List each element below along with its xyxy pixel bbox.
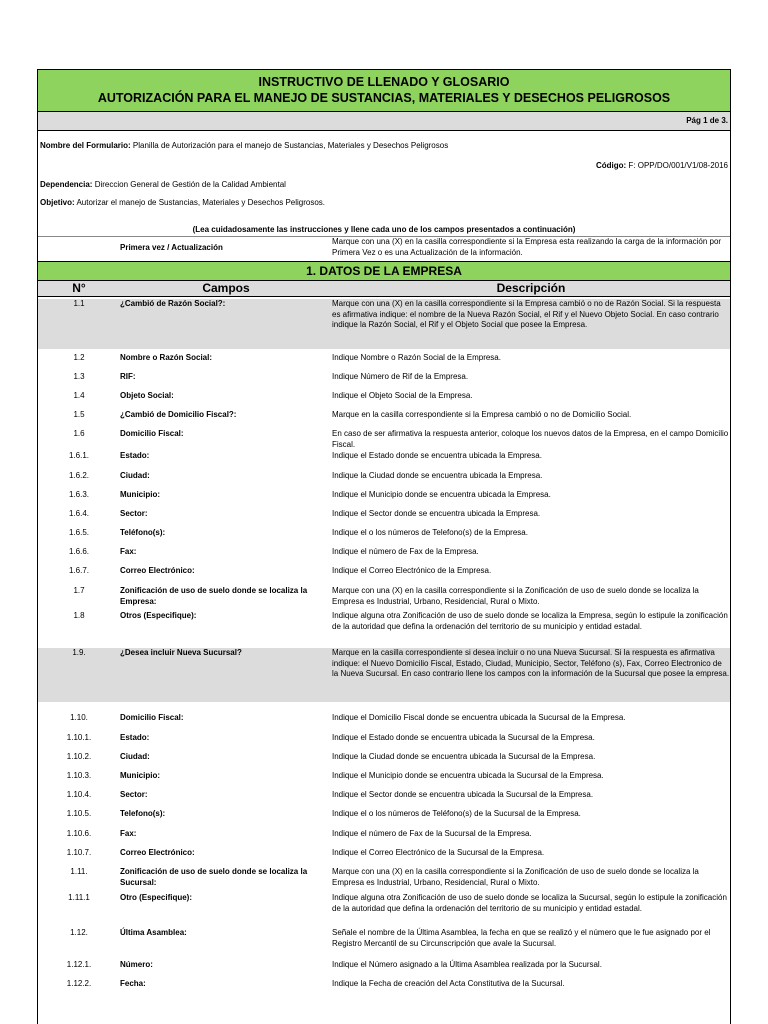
row-campo: Estado: [120,451,150,460]
row-number: 1.6.4. [68,509,89,518]
row-campo: ¿Cambió de Domicilio Fiscal?: [120,410,237,419]
table-row [38,809,730,828]
table-row [38,648,730,702]
table-row [38,848,730,867]
row-descripcion: Indique Nombre o Razón Social de la Empresa. [332,353,501,362]
row-number: 1.5 [73,410,85,419]
row-descripcion: Indique el Sector donde se encuentra ubicada la Sucursal de la Empresa. [332,790,594,799]
row-campo: Domicilio Fiscal: [120,713,184,722]
table-row [38,547,730,566]
row-descripcion: Indique el o los números de Teléfono(s) de la Sucursal de la Empresa. [332,809,581,818]
row-campo: Objeto Social: [120,391,174,400]
row-descripcion: Indique el Municipio donde se encuentra ubicada la Sucursal de la Empresa. [332,771,604,780]
table-row [38,893,730,926]
row-descripcion: Marque en la casilla correspondiente si la Empresa cambió o no de Domicilio Social. [332,410,632,419]
table-row [38,299,730,349]
table-row [38,752,730,771]
row-number: 1.3 [73,372,85,381]
table-row [38,451,730,470]
row-descripcion: Indique el número de Fax de la Empresa. [332,547,479,556]
row-descripcion: Indique el número de Fax de la Sucursal de la Empresa. [332,829,532,838]
primera-vez-row [38,236,730,261]
form-code [596,161,728,170]
row-number: 1.9. [72,648,86,657]
row-campo: Nombre o Razón Social: [120,353,213,362]
col-header-descripcion: Descripción [496,281,566,295]
dependencia-value: Direccion General de Gestión de la Calidad Ambiental [94,180,286,189]
row-number: 1.10.4. [66,790,92,799]
row-number: 1.6.6. [68,547,89,556]
section-title: 1. DATOS DE LA EMPRESA [38,261,730,281]
instructivo-sheet [37,69,731,1024]
row-campo: Última Asamblea: [120,928,187,937]
row-descripcion: Indique el Correo Electrónico de la Sucursal de la Empresa. [332,848,545,857]
row-descripcion: Indique la Ciudad donde se encuentra ubicada la Sucursal de la Empresa. [332,752,596,761]
table-header [38,281,730,297]
row-descripcion: Indique alguna otra Zonificación de uso de suelo donde se localiza la Sucursal, según lo estipule la zonificación de la autoridad que defina la ordenación del territorio de su municipio y entidad estadal. [332,893,727,913]
row-descripcion: Indique el Objeto Social de la Empresa. [332,391,473,400]
objetivo [40,198,325,207]
page-number: Pág 1 de 3. [38,112,730,131]
row-campo: Número: [120,960,153,969]
form-code-value: F: OPP/DO/001/V1/08-2016 [628,161,728,170]
row-descripcion: Marque con una (X) en la casilla correspondiente si la Zonificación de uso de suelo donde se localiza la Empresa es Industrial, Urbano, Residencial, Rural o Mixto. [332,586,699,606]
table-row [38,410,730,429]
row-number: 1.11. [70,867,88,876]
row-number: 1.10.6. [66,829,92,838]
row-campo: Fax: [120,829,137,838]
row-number: 1.2 [73,353,85,362]
row-campo: Telefono(s): [120,809,166,818]
row-number: 1.11.1 [68,893,90,902]
row-campo: Municipio: [120,490,160,499]
row-descripcion: Indique el Domicilio Fiscal donde se encuentra ubicada la Sucursal de la Empresa. [332,713,626,722]
row-descripcion: Marque en la casilla correspondiente si desea incluir o no una Nueva Sucursal. Si la respuesta es afirmativa indique: el Nuevo Domicilio Fiscal, Estado, Ciudad, Municipio, Sector, Teléfono (s), Fax, Correo Electronico de la Nueva Sucursal. En caso contrario llene los campos con la información de la Sucursal que posee la empresa. [332,648,730,678]
table-row [38,713,730,732]
table-row [38,528,730,547]
row-number: 1.8 [73,611,85,620]
form-name-value: Planilla de Autorización para el manejo de Sustancias, Materiales y Desechos Peligrosos [132,141,449,150]
row-number: 1.6.3. [68,490,89,499]
form-name [40,141,448,150]
row-campo: Otros (Especifique): [120,611,197,620]
row-number: 1.6 [73,429,85,438]
table-row [38,771,730,790]
row-descripcion: Indique alguna otra Zonificación de uso de suelo donde se localiza la Empresa, según lo estipule la zonificación de la autoridad que defina la ordenación del territorio de su municipio y entidad estadal. [332,611,728,631]
row-campo: Correo Electrónico: [120,848,195,857]
row-number: 1.12.1. [66,960,92,969]
row-number: 1.10. [70,713,88,722]
table-row [38,391,730,410]
row-number: 1.12. [70,928,88,937]
row-campo: Otro (Especifique): [120,893,193,902]
row-descripcion: Indique el Correo Electrónico de la Empresa. [332,566,492,575]
table-row [38,928,730,958]
row-campo: Fecha: [120,979,146,988]
row-descripcion: Indique la Ciudad donde se encuentra ubicada la Empresa. [332,471,543,480]
table-row [38,372,730,391]
row-campo: Teléfono(s): [120,528,166,537]
row-number: 1.7 [73,586,85,595]
table-row [38,353,730,372]
row-number: 1.10.5. [66,809,92,818]
col-header-campos: Campos [202,281,250,295]
primera-vez-campo: Primera vez / Actualización [120,243,223,252]
row-campo: Municipio: [120,771,160,780]
row-campo: RIF: [120,372,136,381]
row-number: 1.1 [73,299,85,308]
form-metadata [38,131,730,223]
row-number: 1.10.3. [66,771,92,780]
col-header-n: N° [72,281,86,295]
row-descripcion: Indique el Número asignado a la Última Asamblea realizada por la Sucursal. [332,960,602,969]
primera-vez-desc: Marque con una (X) en la casilla correspondiente si la Empresa esta realizando la carga de la información por Primera Vez o es una Actualización de la información. [332,237,722,257]
instruction-note: (Lea cuidadosamente las instrucciones y llene cada uno de los campos presentados a continuación) [192,225,576,234]
table-row [38,471,730,490]
row-number: 1.6.7. [68,566,89,575]
row-campo: Sector: [120,790,148,799]
title-line-2: AUTORIZACIÓN PARA EL MANEJO DE SUSTANCIAS, MATERIALES Y DESECHOS PELIGROSOS [97,91,671,105]
dependencia [40,180,286,189]
table-row [38,733,730,752]
form-code-label: Código: [595,161,627,170]
table-row [38,586,730,611]
row-descripcion: Indique el Municipio donde se encuentra ubicada la Empresa. [332,490,551,499]
row-campo: Sector: [120,509,148,518]
row-descripcion: Indique Número de Rif de la Empresa. [332,372,469,381]
row-campo: Domicilio Fiscal: [120,429,184,438]
row-number: 1.6.1. [68,451,89,460]
row-number: 1.6.5. [68,528,89,537]
row-number: 1.12.2. [66,979,92,988]
row-number: 1.6.2. [68,471,89,480]
row-campo: Zonificación de uso de suelo donde se localiza la Empresa: [120,586,308,606]
row-descripcion: Indique el o los números de Telefono(s) de la Empresa. [332,528,528,537]
form-name-label: Nombre del Formulario: [40,141,131,150]
row-campo: ¿Desea incluir Nueva Sucursal? [120,648,242,657]
table-row [38,509,730,528]
title-banner [38,70,730,112]
table-row [38,867,730,893]
row-campo: Estado: [120,733,150,742]
row-descripcion: En caso de ser afirmativa la respuesta anterior, coloque los nuevos datos de la Empresa, en el campo Domicilio Fiscal. [332,429,729,449]
dependencia-label: Dependencia: [40,180,93,189]
row-descripcion: Indique el Estado donde se encuentra ubicada la Empresa. [332,451,542,460]
table-row [38,429,730,451]
row-number: 1.10.7. [66,848,92,857]
table-row [38,611,730,646]
row-descripcion: Marque con una (X) en la casilla correspondiente si la Zonificación de uso de suelo donde se localiza la Empresa es Industrial, Urbano, Residencial, Rural o Mixto. [332,867,699,887]
table-row [38,960,730,979]
row-number: 1.10.1. [66,733,92,742]
row-campo: Ciudad: [120,752,150,761]
table-body [38,297,730,997]
row-number: 1.4 [73,391,85,400]
row-descripcion: Indique la Fecha de creación del Acta Constitutiva de la Sucursal. [332,979,565,988]
row-descripcion: Marque con una (X) en la casilla correspondiente si la Empresa cambió o no de Razón Social. Si la respuesta es afirmativa indique: el nombre de la Nueva Razón Social, el Rif y el Nuevo Objeto Social. En caso contrario indique la Razón Social, el Rif y el Objeto Social que posee la Empresa. [332,299,721,329]
objetivo-label: Objetivo: [40,198,75,207]
row-campo: Ciudad: [120,471,150,480]
row-campo: Correo Electrónico: [120,566,195,575]
table-row [38,790,730,809]
row-campo: ¿Cambió de Razón Social?: [120,299,226,308]
objetivo-value: Autorizar el manejo de Sustancias, Materiales y Desechos Peligrosos. [76,198,326,207]
table-row [38,979,730,998]
row-descripcion: Señale el nombre de la Última Asamblea, la fecha en que se realizó y el número que le fue asignado por el Registro Mercantil de su Circunscripción que avale la Sucursal. [332,928,711,948]
table-row [38,490,730,509]
row-campo: Fax: [120,547,137,556]
row-descripcion: Indique el Estado donde se encuentra ubicada la Sucursal de la Empresa. [332,733,595,742]
title-line-1: INSTRUCTIVO DE LLENADO Y GLOSARIO [258,75,510,89]
table-row [38,829,730,848]
table-row [38,566,730,585]
row-campo: Zonificación de uso de suelo donde se localiza la Sucursal: [120,867,308,887]
row-descripcion: Indique el Sector donde se encuentra ubicada la Empresa. [332,509,541,518]
row-number: 1.10.2. [66,752,92,761]
